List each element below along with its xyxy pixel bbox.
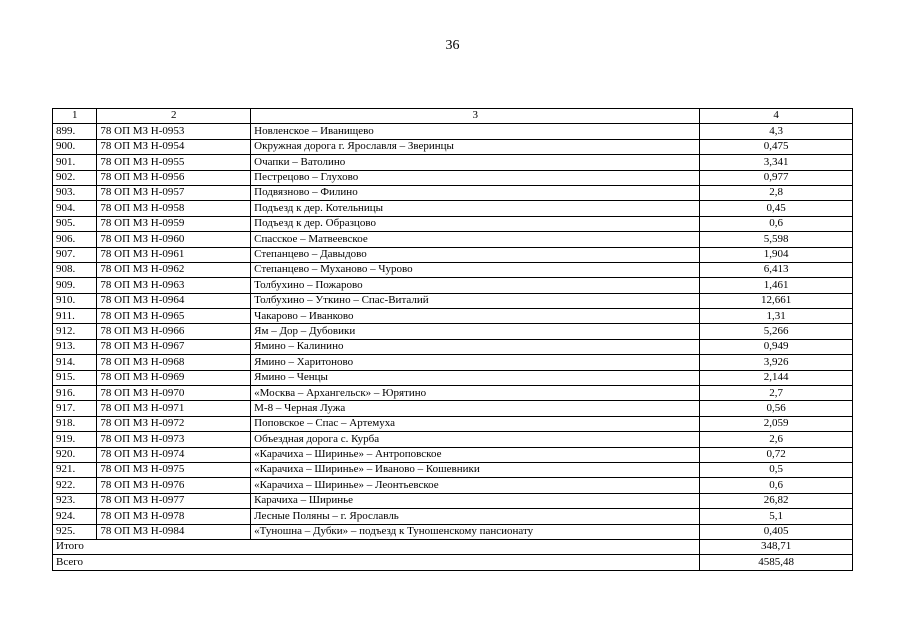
total-value: 348,71 (700, 539, 853, 554)
road-length-cell: 2,144 (700, 370, 853, 385)
road-name-cell: Пестрецово – Глухово (251, 170, 700, 185)
road-code-cell: 78 ОП МЗ Н-0978 (97, 509, 251, 524)
road-name-cell: Ям – Дор – Дубовики (251, 324, 700, 339)
row-number-cell: 908. (53, 262, 97, 277)
table-row (53, 262, 853, 277)
road-code-cell: 78 ОП МЗ Н-0960 (97, 232, 251, 247)
row-number-cell: 902. (53, 170, 97, 185)
road-code-cell: 78 ОП МЗ Н-0961 (97, 247, 251, 262)
road-name-cell: Степанцево – Муханово – Чурово (251, 262, 700, 277)
road-name-cell: «Карачиха – Ширинье» – Антроповское (251, 447, 700, 462)
row-number-cell: 921. (53, 462, 97, 477)
road-name-cell: Ямино – Харитоново (251, 355, 700, 370)
table-row (53, 201, 853, 216)
road-code-cell: 78 ОП МЗ Н-0954 (97, 139, 251, 154)
road-length-cell: 1,31 (700, 309, 853, 324)
road-name-cell: Степанцево – Давыдово (251, 247, 700, 262)
road-length-cell: 3,926 (700, 355, 853, 370)
road-length-cell: 1,461 (700, 278, 853, 293)
road-length-cell: 4,3 (700, 124, 853, 139)
road-code-cell: 78 ОП МЗ Н-0959 (97, 216, 251, 231)
table-row (53, 155, 853, 170)
table-row (53, 293, 853, 308)
column-header: 4 (700, 109, 853, 124)
row-number-cell: 904. (53, 201, 97, 216)
table-row (53, 170, 853, 185)
road-name-cell: «Карачиха – Ширинье» – Леонтьевское (251, 478, 700, 493)
road-code-cell: 78 ОП МЗ Н-0957 (97, 185, 251, 200)
row-number-cell: 923. (53, 493, 97, 508)
row-number-cell: 909. (53, 278, 97, 293)
road-length-cell: 0,6 (700, 478, 853, 493)
table-row (53, 185, 853, 200)
row-number-cell: 925. (53, 524, 97, 539)
table-row (53, 432, 853, 447)
road-length-cell: 0,949 (700, 339, 853, 354)
road-length-cell: 0,56 (700, 401, 853, 416)
road-name-cell: Очапки – Ватолино (251, 155, 700, 170)
road-name-cell: Толбухино – Уткино – Спас-Виталий (251, 293, 700, 308)
road-code-cell: 78 ОП МЗ Н-0966 (97, 324, 251, 339)
row-number-cell: 899. (53, 124, 97, 139)
road-name-cell: Чакарово – Иванково (251, 309, 700, 324)
row-number-cell: 913. (53, 339, 97, 354)
road-name-cell: Толбухино – Пожарово (251, 278, 700, 293)
road-length-cell: 2,7 (700, 386, 853, 401)
road-length-cell: 26,82 (700, 493, 853, 508)
road-name-cell: Подъезд к дер. Котельницы (251, 201, 700, 216)
road-length-cell: 1,904 (700, 247, 853, 262)
table-row (53, 524, 853, 539)
road-length-cell: 12,661 (700, 293, 853, 308)
road-length-cell: 5,266 (700, 324, 853, 339)
road-code-cell: 78 ОП МЗ Н-0964 (97, 293, 251, 308)
road-code-cell: 78 ОП МЗ Н-0965 (97, 309, 251, 324)
road-code-cell: 78 ОП МЗ Н-0971 (97, 401, 251, 416)
road-name-cell: Подвязново – Филино (251, 185, 700, 200)
road-name-cell: Ямино – Ченцы (251, 370, 700, 385)
road-name-cell: Лесные Поляны – г. Ярославль (251, 509, 700, 524)
road-length-cell: 0,5 (700, 462, 853, 477)
road-length-cell: 6,413 (700, 262, 853, 277)
road-length-cell: 0,72 (700, 447, 853, 462)
table-row (53, 401, 853, 416)
road-code-cell: 78 ОП МЗ Н-0974 (97, 447, 251, 462)
total-label: Всего (53, 555, 700, 570)
row-number-cell: 917. (53, 401, 97, 416)
road-code-cell: 78 ОП МЗ Н-0976 (97, 478, 251, 493)
table-row (53, 355, 853, 370)
total-label: Итого (53, 539, 700, 554)
row-number-cell: 920. (53, 447, 97, 462)
row-number-cell: 905. (53, 216, 97, 231)
table-row (53, 309, 853, 324)
table-row (53, 247, 853, 262)
road-length-cell: 3,341 (700, 155, 853, 170)
road-code-cell: 78 ОП МЗ Н-0973 (97, 432, 251, 447)
road-name-cell: Спасское – Матвеевское (251, 232, 700, 247)
road-code-cell: 78 ОП МЗ Н-0977 (97, 493, 251, 508)
table-row (53, 232, 853, 247)
row-number-cell: 919. (53, 432, 97, 447)
road-length-cell: 0,405 (700, 524, 853, 539)
road-code-cell: 78 ОП МЗ Н-0953 (97, 124, 251, 139)
road-code-cell: 78 ОП МЗ Н-0970 (97, 386, 251, 401)
row-number-cell: 915. (53, 370, 97, 385)
road-code-cell: 78 ОП МЗ Н-0984 (97, 524, 251, 539)
table-row (53, 324, 853, 339)
road-name-cell: «Карачиха – Ширинье» – Иваново – Кошевники (251, 462, 700, 477)
table-row (53, 370, 853, 385)
road-code-cell: 78 ОП МЗ Н-0955 (97, 155, 251, 170)
total-value: 4585,48 (700, 555, 853, 570)
road-name-cell: Ямино – Калинино (251, 339, 700, 354)
road-code-cell: 78 ОП МЗ Н-0962 (97, 262, 251, 277)
row-number-cell: 912. (53, 324, 97, 339)
row-number-cell: 924. (53, 509, 97, 524)
road-name-cell: Объездная дорога с. Курба (251, 432, 700, 447)
row-number-cell: 906. (53, 232, 97, 247)
table-row (53, 509, 853, 524)
road-length-cell: 0,45 (700, 201, 853, 216)
table-row (53, 493, 853, 508)
road-length-cell: 2,8 (700, 185, 853, 200)
row-number-cell: 922. (53, 478, 97, 493)
road-code-cell: 78 ОП МЗ Н-0956 (97, 170, 251, 185)
road-name-cell: «Туношна – Дубки» – подъезд к Туношенскому пансионату (251, 524, 700, 539)
table-row (53, 462, 853, 477)
road-length-cell: 0,977 (700, 170, 853, 185)
table-row (53, 447, 853, 462)
row-number-cell: 911. (53, 309, 97, 324)
table-header-row (53, 109, 853, 124)
total-row (53, 539, 853, 554)
total-row (53, 555, 853, 570)
column-header: 2 (97, 109, 251, 124)
road-code-cell: 78 ОП МЗ Н-0968 (97, 355, 251, 370)
table-row (53, 478, 853, 493)
roads-table (52, 108, 853, 571)
table-row (53, 339, 853, 354)
road-length-cell: 0,475 (700, 139, 853, 154)
column-header: 3 (251, 109, 700, 124)
road-name-cell: М-8 – Черная Лужа (251, 401, 700, 416)
road-name-cell: Окружная дорога г. Ярославля – Зверинцы (251, 139, 700, 154)
table-row (53, 139, 853, 154)
road-length-cell: 2,059 (700, 416, 853, 431)
table-row (53, 124, 853, 139)
road-code-cell: 78 ОП МЗ Н-0958 (97, 201, 251, 216)
road-length-cell: 5,1 (700, 509, 853, 524)
row-number-cell: 900. (53, 139, 97, 154)
road-length-cell: 2,6 (700, 432, 853, 447)
table-row (53, 278, 853, 293)
road-code-cell: 78 ОП МЗ Н-0975 (97, 462, 251, 477)
table-row (53, 416, 853, 431)
column-header: 1 (53, 109, 97, 124)
row-number-cell: 916. (53, 386, 97, 401)
road-name-cell: Подъезд к дер. Образцово (251, 216, 700, 231)
row-number-cell: 907. (53, 247, 97, 262)
road-name-cell: Новленское – Иванищево (251, 124, 700, 139)
table-row (53, 386, 853, 401)
table-row (53, 216, 853, 231)
road-name-cell: Карачиха – Ширинье (251, 493, 700, 508)
road-code-cell: 78 ОП МЗ Н-0963 (97, 278, 251, 293)
road-length-cell: 0,6 (700, 216, 853, 231)
row-number-cell: 903. (53, 185, 97, 200)
page-number: 36 (445, 38, 460, 53)
row-number-cell: 910. (53, 293, 97, 308)
road-code-cell: 78 ОП МЗ Н-0967 (97, 339, 251, 354)
row-number-cell: 914. (53, 355, 97, 370)
road-name-cell: Поповское – Спас – Артемуха (251, 416, 700, 431)
road-code-cell: 78 ОП МЗ Н-0969 (97, 370, 251, 385)
row-number-cell: 901. (53, 155, 97, 170)
road-name-cell: «Москва – Архангельск» – Юрятино (251, 386, 700, 401)
road-code-cell: 78 ОП МЗ Н-0972 (97, 416, 251, 431)
road-length-cell: 5,598 (700, 232, 853, 247)
row-number-cell: 918. (53, 416, 97, 431)
